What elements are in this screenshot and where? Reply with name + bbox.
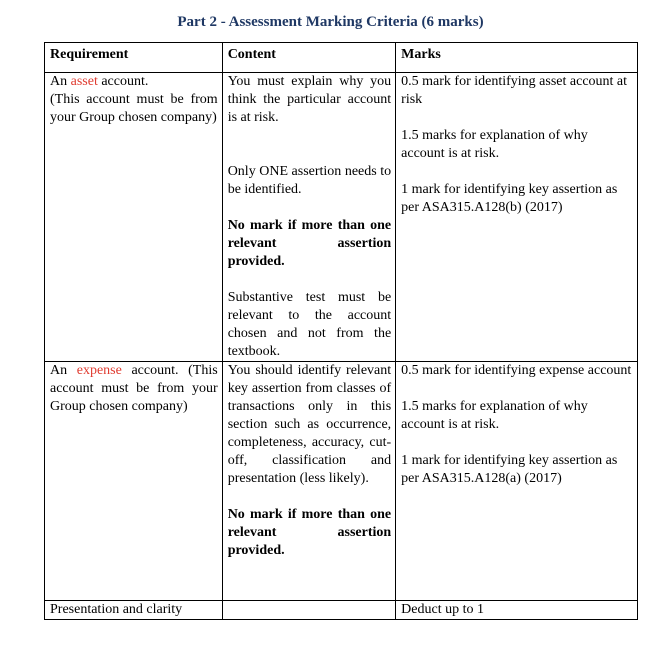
- expense-content-cell: [222, 362, 395, 601]
- expense-requirement-text: An expense account. (This account must be from your Group chosen company): [50, 363, 218, 414]
- asset-content-explain: You must explain why you think the particular account is at risk.: [227, 74, 392, 125]
- expense-marks-identify: 0.5 mark for identifying expense account: [401, 363, 632, 378]
- asset-keyword: asset: [70, 74, 98, 89]
- presentation-content-cell: [222, 601, 395, 620]
- table-header-row: [45, 43, 638, 73]
- expense-content-no-mark: No mark if more than one relevant assertion provided.: [227, 507, 392, 558]
- expense-marks-explanation: 1.5 marks for explanation of why account is at risk.: [401, 399, 588, 432]
- asset-marks-explanation: 1.5 marks for explanation of why account is at risk.: [401, 128, 588, 161]
- asset-requirement-cell: [45, 73, 223, 362]
- asset-content-substantive-test: Substantive test must be relevant to the account chosen and not from the textbook.: [227, 290, 392, 359]
- asset-content-cell: [222, 73, 395, 362]
- page-title: Part 2 - Assessment Marking Criteria (6 marks): [177, 14, 484, 30]
- asset-marks-assertion: 1 mark for identifying key assertion as per ASA315.A128(b) (2017): [401, 182, 618, 215]
- asset-marks-cell: [396, 73, 638, 362]
- header-marks: Marks: [396, 43, 638, 73]
- asset-requirement-text: An asset account.: [50, 74, 149, 89]
- asset-content-no-mark: No mark if more than one relevant assertion provided.: [227, 218, 392, 269]
- header-content: Content: [222, 43, 395, 73]
- expense-marks-cell: [396, 362, 638, 601]
- marking-criteria-table: [44, 42, 638, 620]
- expense-content-identify: You should identify relevant key assertion from classes of transactions only in this section such as occurrence, completeness, accuracy, cut-off, classification and presentation (less likely).: [227, 363, 392, 486]
- expense-requirement-cell: [45, 362, 223, 601]
- presentation-marks-cell: Deduct up to 1: [396, 601, 638, 620]
- expense-marks-assertion: 1 mark for identifying key assertion as per ASA315.A128(a) (2017): [401, 453, 618, 486]
- asset-content-one-assertion: Only ONE assertion needs to be identified.: [227, 164, 392, 197]
- asset-requirement-detail: (This account must be from your Group chosen company): [50, 92, 218, 125]
- presentation-requirement-cell: Presentation and clarity: [45, 601, 223, 620]
- table-row-asset: [45, 73, 638, 362]
- asset-marks-identify: 0.5 mark for identifying asset account at risk: [401, 74, 628, 107]
- table-row-presentation: [45, 601, 638, 620]
- table-row-expense: [45, 362, 638, 601]
- expense-keyword: expense: [76, 363, 122, 378]
- header-requirement: Requirement: [45, 43, 223, 73]
